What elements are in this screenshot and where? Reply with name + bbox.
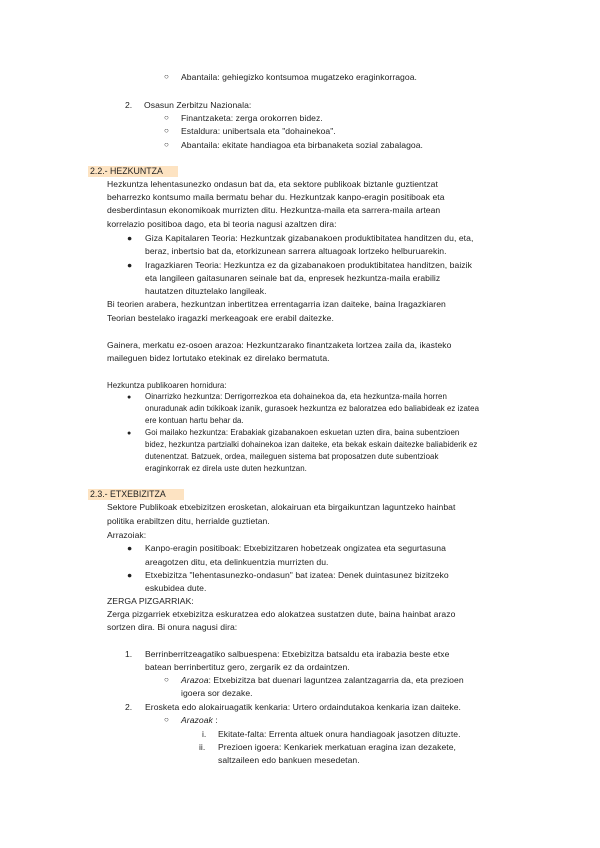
sub-item-line: igoera sor dezake. xyxy=(181,688,253,698)
arazoak-label: Arazoak xyxy=(181,715,213,725)
osasun-item: Abantaila: ekitate handiagoa eta birbanaketa sozial zabalagoa. xyxy=(181,140,423,150)
paragraph-line: beharrezko kontsumo maila bermatu behar du. Hezkuntzak kanpo-eragin positiboak eta xyxy=(107,192,445,202)
roman-item-line: Prezioen igoera: Kenkariek merkatuan eragina izan dezakete, xyxy=(218,742,456,752)
paragraph-line: politika erabiltzen ditu, herrialde guztietan. xyxy=(107,516,270,526)
roman-item-line: Ekitate-falta: Errenta altuek onura handiagoak jasotzen dituzte. xyxy=(218,729,461,739)
paragraph-line: Gainera, merkatu ez-osoen arazoa: Hezkuntzarako finantzaketa lortzea zaila da, ikasteko xyxy=(107,340,452,350)
circle-bullet-icon: ○ xyxy=(164,715,169,724)
public-item-line: Oinarrizko hezkuntza: Derrigorrezkoa eta dohainekoa da, eta hezkuntza-maila horren xyxy=(145,392,447,401)
paragraph-line: sortzen dira. Bi onura nagusi dira: xyxy=(107,622,238,632)
osasun-item: Estaldura: unibertsala eta "dohainekoa". xyxy=(181,126,336,136)
theory-line: beraz, inbertsio bat da, etorkizunean sarrera altuagoak lortzeko helburuarekin. xyxy=(145,246,447,256)
bullet-icon: ● xyxy=(127,430,132,437)
paragraph-line: Bi teorien arabera, hezkuntzan inbertitzea errentagarria izan daiteke, baina Iragazkiaren xyxy=(107,299,446,309)
public-item-line: eraginkorrak ez direla uste duten hezkuntzan. xyxy=(145,464,307,473)
circle-bullet-icon: ○ xyxy=(164,126,169,135)
roman-number: ii. xyxy=(199,742,206,752)
reason-line: Kanpo-eragin positiboak: Etxebizitzaren hobetzeak ongizatea eta segurtasuna xyxy=(145,543,446,553)
section-heading-etxebizitza: 2.3.- ETXEBIZITZA xyxy=(90,489,166,499)
roman-item-line: saltzaileen edo bankuen mesedetan. xyxy=(218,755,360,765)
numbered-item-line: batean berrinbertituz gero, zergarik ez da ordaintzen. xyxy=(145,662,350,672)
paragraph-line: desberdintasun ekonomikoak murrizten ditu. Hezkuntza-maila eta sarrera-maila artean xyxy=(107,205,441,215)
reason-line: areagotzen ditu, eta delinkuentzia murrizten du. xyxy=(145,557,329,567)
paragraph-line: Sektore Publikoak etxebizitzen erosketan, alokairuan eta birgaikuntzan laguntzeko hainbat xyxy=(107,502,456,512)
bullet-icon: ● xyxy=(127,543,133,553)
list-number: 1. xyxy=(125,649,133,659)
arazoak-colon: : xyxy=(212,715,218,725)
bullet-icon: ● xyxy=(127,260,133,270)
public-item-line: bidez, hezkuntza partzialki dohainekoa izan daiteke, eta bekak eskain daitezke baliabiderik ez xyxy=(145,440,478,449)
reason-line: eskubidea dute. xyxy=(145,583,207,593)
list-number: 2. xyxy=(125,702,133,712)
theory-line: hautatzen dituztelako langileak. xyxy=(145,286,267,296)
paragraph-line: Zerga pizgarriek etxebizitza eskuratzea edo alokatzea sustatzen dute, baina hainbat arazo xyxy=(107,609,456,619)
paragraph-line: Teorian bestelako iragazki merkeagoak ere erabil daitezke. xyxy=(107,313,334,323)
bullet-icon: ● xyxy=(127,570,133,580)
paragraph-line: Hezkuntza lehentasunezko ondasun bat da, eta sektore publikoak biztanle guztientzat xyxy=(107,179,438,189)
abantaila-line: Abantaila: gehiegizko kontsumoa mugatzeko eraginkorragoa. xyxy=(181,72,417,82)
zerga-title: ZERGA PIZGARRIAK: xyxy=(107,596,194,606)
theory-line: eta langileen gaitasunaren seinale bat da, enpresek hezkuntza-maila erabiliz xyxy=(145,273,441,283)
list-number: 2. xyxy=(125,100,133,110)
public-item-line: Goi mailako hezkuntza: Erabakiak gizabanakoen eskuetan uzten dira, baina subentzioen xyxy=(145,428,460,437)
arazoa-text: : Etxebizitza bat duenari laguntzea zalantzagarria da, eta prezioen xyxy=(208,675,464,685)
arrazoiak-label: Arrazoiak: xyxy=(107,530,147,540)
numbered-item-line: Erosketa edo alokairuagatik kenkaria: Urtero ordaindutakoa kenkaria izan daiteke. xyxy=(145,702,461,712)
paragraph-line: maileguen bidez lortutako etekinak ez direlako bermatuta. xyxy=(107,353,330,363)
circle-bullet-icon: ○ xyxy=(164,675,169,684)
sub-item-line xyxy=(181,714,218,726)
bullet-icon: ● xyxy=(127,394,132,401)
numbered-item-line: Berrinberritzeagatiko salbuespena: Etxebizitza batsaldu eta irabazia beste etxe xyxy=(145,649,450,659)
osasun-title: Osasun Zerbitzu Nazionala: xyxy=(144,100,252,110)
theory-line: Giza Kapitalaren Teoria: Hezkuntzak gizabanakoen produktibitatea handitzen du, eta, xyxy=(145,233,474,243)
theory-line: Iragazkiaren Teoria: Hezkuntza ez da gizabanakoen produktibitatea handitzen, baizik xyxy=(145,260,472,270)
public-item-line: onuradunak adin txikikoak izanik, gurasoek hezkuntza ez baloratzea edo baliabideak ez izatea xyxy=(145,404,480,413)
arazoa-label: Arazoa xyxy=(181,675,209,685)
reason-line: Etxebizitza "lehentasunezko-ondasun" bat izatea: Denek duintasunez bizitzeko xyxy=(145,570,449,580)
section-heading-hezkuntza: 2.2.- HEZKUNTZA xyxy=(90,166,163,176)
sub-item-line xyxy=(181,674,464,686)
roman-number: i. xyxy=(202,729,207,739)
circle-bullet-icon: ○ xyxy=(164,113,169,122)
circle-bullet-icon: ○ xyxy=(164,72,169,81)
osasun-item: Finantzaketa: zerga orokorren bidez. xyxy=(181,113,323,123)
circle-bullet-icon: ○ xyxy=(164,140,169,149)
public-title: Hezkuntza publikoaren hornidura: xyxy=(107,381,227,390)
public-item-line: dutenentzat. Batzuek, ordea, maileguen sistema bat proposatzen dute subentzioak xyxy=(145,452,439,461)
paragraph-line: korrelazio positiboa dago, eta bi teoria nagusi azaltzen dira: xyxy=(107,219,337,229)
public-item-line: ere kontuan hartu behar da. xyxy=(145,416,244,425)
bullet-icon: ● xyxy=(127,233,133,243)
